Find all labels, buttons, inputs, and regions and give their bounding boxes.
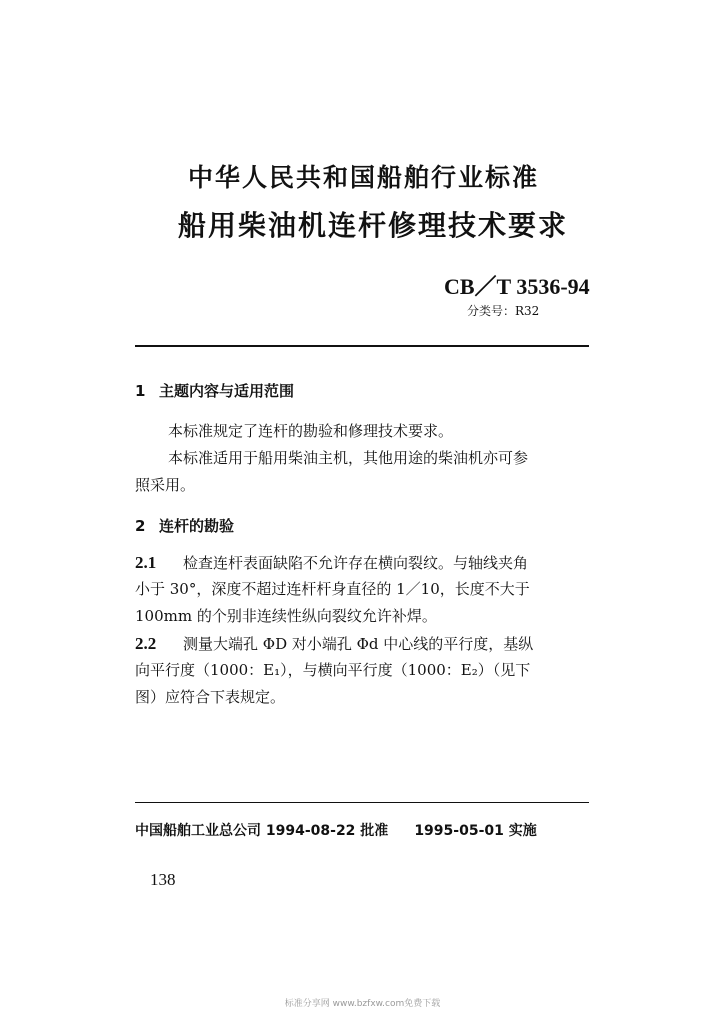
paragraph-line: 小于 30°，深度不超过连杆杆身直径的 1／10，长度不大于 xyxy=(135,580,530,598)
classification-number: 分类号：R32 xyxy=(467,304,540,318)
subsection-2-1-line xyxy=(135,549,528,577)
section-title: 连杆的勘验 xyxy=(159,517,235,535)
paragraph-line: 本标准适用于船用柴油主机，其他用途的柴油机亦可参 xyxy=(168,449,529,467)
page-number: 138 xyxy=(150,870,176,889)
section-number: 1 xyxy=(135,382,146,400)
subsection-2-2-line xyxy=(135,630,533,658)
document-title: 船用柴油机连杆修理技术要求 xyxy=(178,209,569,242)
subsection-number: 2.1 xyxy=(135,553,157,572)
section-number: 2 xyxy=(135,517,146,535)
approval-footer xyxy=(135,820,537,840)
header-divider xyxy=(135,345,589,347)
footer-divider xyxy=(135,802,589,803)
paragraph-line: 测量大端孔 ΦD 对小端孔 Φd 中心线的平行度，基纵 xyxy=(183,635,534,653)
watermark: 标准分享网 www.bzfxw.com免费下载 xyxy=(284,999,441,1009)
paragraph-line: 照采用。 xyxy=(135,476,196,494)
subsection-number: 2.2 xyxy=(135,634,157,653)
implementation-text: 1995-05-01 实施 xyxy=(414,823,537,839)
approval-text: 中国船舶工业总公司 1994-08-22 批准 xyxy=(135,823,389,839)
paragraph-line: 本标准规定了连杆的勘验和修理技术要求。 xyxy=(168,422,454,440)
paragraph-line: 100mm 的个别非连续性纵向裂纹允许补焊。 xyxy=(135,607,437,625)
section-1-heading xyxy=(135,380,294,401)
section-2-heading xyxy=(135,515,234,536)
paragraph-line: 图）应符合下表规定。 xyxy=(135,688,286,706)
paragraph-line: 检查连杆表面缺陷不允许存在横向裂纹。与轴线夹角 xyxy=(183,554,529,572)
section-title: 主题内容与适用范围 xyxy=(159,382,295,400)
standard-code: CB／T 3536-94 xyxy=(444,274,590,299)
paragraph-line: 向平行度（1000：E₁），与横向平行度（1000：E₂）（见下 xyxy=(135,661,531,679)
standard-category-title: 中华人民共和国船舶行业标准 xyxy=(188,163,540,192)
